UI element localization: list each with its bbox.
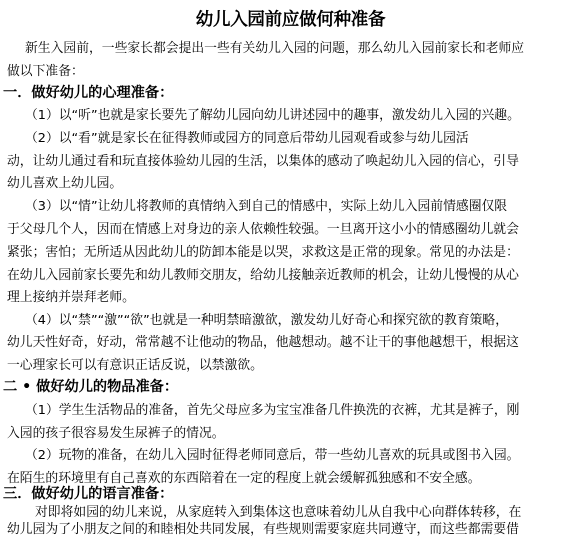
section1-p2-line-3: 幼儿喜欢上幼儿园。 [7, 176, 123, 191]
section1-p3-line-1: （3）以“情”让幼儿将教师的真情纳入到自己的情感中，实际上幼儿入园前情感圈仅限 [25, 199, 508, 214]
section1-p3-line-4: 在幼儿入园前家长要先和幼儿教师交朋友，给幼儿接触亲近教师的机会，让幼儿慢慢的从心 [7, 268, 519, 283]
section3-p1-line-1: 对即将如园的幼儿来说，从家庭转入到集体这也意味着幼儿从自我中心向群体转移，在 [35, 505, 522, 520]
section1-heading: 一．做好幼儿的心理准备： [3, 85, 174, 101]
section2-p1-line-1: （1）学生生活物品的准备，首先父母应多为宝宝准备几件换洗的衣裤，尤其是裤子，刚 [25, 403, 520, 418]
section1-p2-line-1: （2）以“看”就是家长在征得教师或园方的同意后带幼儿园观看或参与幼儿园活 [25, 131, 469, 146]
section1-p3-line-5: 理上接纳并崇拜老师。 [7, 290, 135, 305]
section2-heading: 二 • 做好幼儿的物品准备： [3, 379, 179, 395]
section1-p1-line-1: （1）以“听”也就是家长要先了解幼儿园向幼儿讲述园中的趣事，激发幼儿入园的兴趣。 [25, 108, 520, 123]
section3-heading: 三．做好幼儿的语言准备： [3, 486, 174, 502]
section2-p2-line-1: （2）玩物的准备，在幼儿入园时征得老师同意后，带一些幼儿喜欢的玩具或图书入园。 [25, 448, 520, 463]
intro-line-2: 做以下准备： [7, 64, 84, 79]
document-title: 幼儿入园前应做何种准备 [195, 10, 386, 30]
section1-p3-line-2: 于父母几个人，因而在情感上对身边的亲人依赖性较强。一旦离开这小小的情感圈幼儿就会 [7, 222, 519, 237]
section1-p4-line-3: 一心理家长可以有意识正话反说，以禁激欲。 [7, 358, 263, 373]
section2-p2-line-2: 在陌生的环境里有自己喜欢的东西陪着在一定的程度上就会缓解孤独感和不安全感。 [7, 471, 481, 486]
intro-line-1: 新生入园前，一些家长都会提出一些有关幼儿入园的问题，那么幼儿入园前家长和老师应 [25, 41, 525, 56]
section3-p1-line-2: 幼儿园为了小朋友之间的和睦相处共同发展，有些规则需要家庭共同遵守，而这些都需要借 [7, 522, 519, 537]
section1-p3-line-3: 紧张；害怕；无所适从因此幼儿的防卸本能是以哭，求救这是正常的现象。常见的办法是： [7, 245, 519, 260]
section1-p4-line-1: （4）以“禁”“激”“欲”也就是一种明禁暗激欲，激发幼儿好奇心和探究欲的教育策略， [25, 313, 509, 328]
section1-p4-line-2: 幼儿天性好奇，好动，常常越不让他动的物品，他越想动。越不让干的事他越想干，根据这 [7, 335, 519, 350]
section1-p2-line-2: 动，让幼儿通过看和玩直接体验幼儿园的生活，以集体的感动了唤起幼儿入园的信心，引导 [7, 154, 519, 169]
section2-p1-line-2: 入园的孩子很容易发生尿裤子的情况。 [7, 426, 225, 441]
